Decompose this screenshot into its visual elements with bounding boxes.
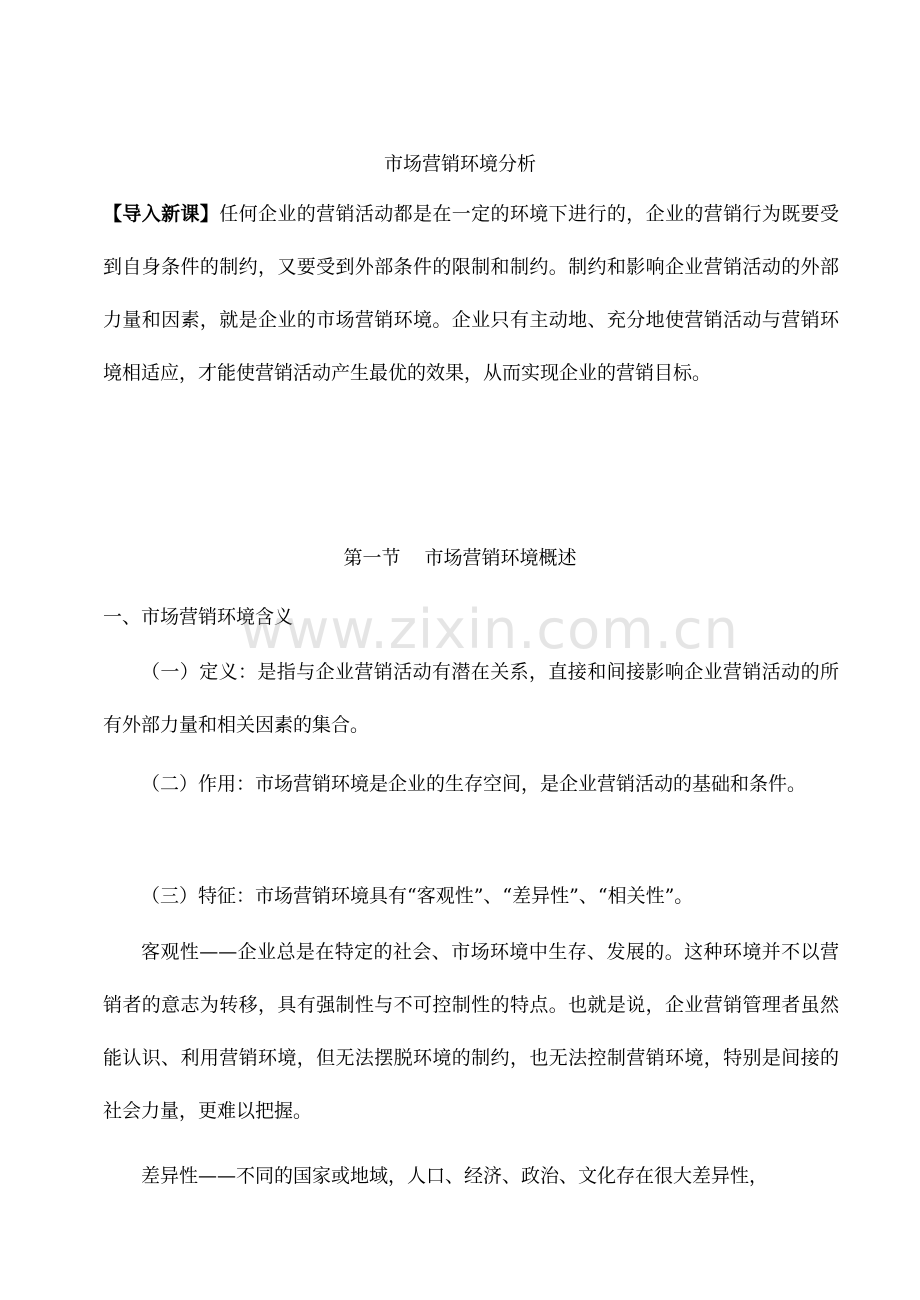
item-definition: （一）定义：是指与企业营销活动有潜在关系，直接和间接影响企业营销活动的所有外部力量和相关因素的集合。 (103, 661, 839, 736)
section-number: 第一节 (343, 547, 401, 569)
objectivity-paragraph: 客观性——企业总是在特定的社会、市场环境中生存、发展的。这种环境并不以营销者的意志为转移，具有强制性与不可控制性的特点。也就是说，企业营销管理者虽然能认识、利用营销环境，但无法摆脱环境的制约，也无法控制营销环境，特别是间接的社会力量，更难以把握。 (103, 941, 839, 1122)
section-title (0, 542, 920, 574)
item-features: （三）特征：市场营销环境具有“客观性”、“差异性”、“相关性”。 (141, 885, 694, 907)
watermark-logo: www.zixin.com.cn (240, 598, 739, 661)
difference-paragraph: 差异性——不同的国家或地域，人口、经济、政治、文化存在很大差异性， (141, 1165, 769, 1187)
intro-paragraph (103, 188, 839, 400)
section-name: 市场营销环境概述 (424, 547, 577, 569)
heading-1: 一、市场营销环境含义 (103, 606, 294, 628)
intro-text: 任何企业的营销活动都是在一定的环境下进行的，企业的营销行为既要受到自身条件的制约，又要受到外部条件的限制和制约。制约和影响企业营销活动的外部力量和因素，就是企业的市场营销环境。企业只有主动地、充分地使营销活动与营销环境相适应，才能使营销活动产生最优的效果，从而实现企业的营销目标。 (103, 203, 839, 384)
document-title: 市场营销环境分析 (383, 153, 536, 175)
item-function: （二）作用：市场营销环境是企业的生存空间，是企业营销活动的基础和条件。 (141, 773, 807, 795)
intro-lead: 【导入新课】 (103, 203, 220, 225)
